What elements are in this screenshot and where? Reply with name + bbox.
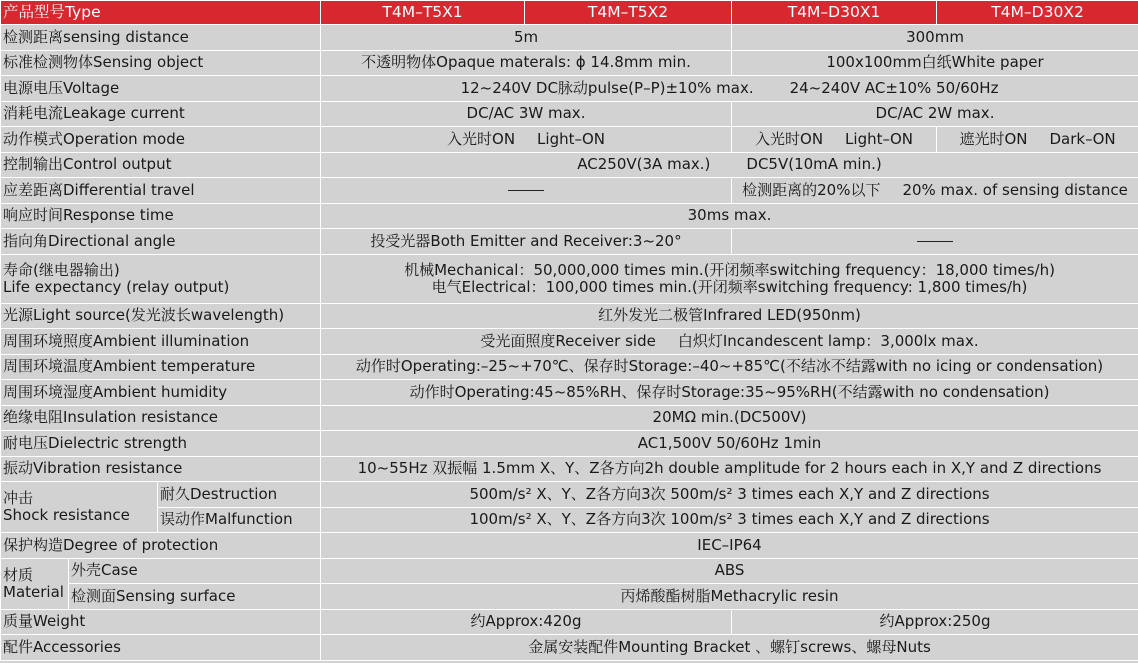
mode-d1-en: Light–ON — [845, 129, 914, 148]
row-label: 保护构造Degree of protection — [1, 533, 321, 559]
row-directional-angle — [1, 229, 1138, 255]
model-t5x1: T4M–T5X1 — [321, 1, 525, 25]
model-d30x2: T4M–D30X2 — [937, 1, 1138, 25]
row-leakage-current — [1, 101, 1138, 127]
row-voltage — [1, 76, 1138, 102]
value-t5: 投受光器Both Emitter and Receiver:3~20° — [321, 229, 732, 255]
value-all — [321, 254, 1138, 303]
row-label: 配件Accessories — [1, 635, 321, 661]
value-d30: 100x100mm白纸White paper — [732, 50, 1138, 76]
mode-d2-en: Dark–ON — [1049, 129, 1116, 148]
row-label: 控制输出Control output — [1, 152, 321, 178]
row-sensing-object — [1, 50, 1138, 76]
value-t5: 约Approx:420g — [321, 609, 732, 635]
value-all: 红外发光二极管Infrared LED(950nm) — [321, 303, 1138, 329]
row-insulation-resistance — [1, 405, 1138, 431]
value-d30x2 — [937, 127, 1138, 153]
row-ambient-temperature — [1, 354, 1138, 380]
row-label: 电源电压Voltage — [1, 76, 321, 102]
value-t5: 不透明物体Opaque materals: ϕ 14.8mm min. — [321, 50, 732, 76]
row-differential-travel — [1, 178, 1138, 204]
value-all: 金属安装配件Mounting Bracket 、螺钉screws、螺母Nuts — [321, 635, 1138, 661]
value-d30: 约Approx:250g — [732, 609, 1138, 635]
material-label-en: Material — [3, 582, 64, 601]
value-all — [321, 76, 1138, 102]
row-label: 周围环境湿度Ambient humidity — [1, 380, 321, 406]
value-d30: 300mm — [732, 25, 1138, 51]
value-all: IEC–IP64 — [321, 533, 1138, 559]
row-label: 周围环境照度Ambient illumination — [1, 329, 321, 355]
value-all: 20MΩ min.(DC500V) — [321, 405, 1138, 431]
value-t5: 5m — [321, 25, 732, 51]
material-label-cn: 材质 — [3, 565, 34, 584]
row-accessories — [1, 635, 1138, 661]
value-all: 10~55Hz 双振幅 1.5mm X、Y、Z各方向2h double amplitude for 2 hours each in X,Y and Z directions — [321, 456, 1138, 482]
value-all — [321, 152, 1138, 178]
value-all: AC1,500V 50/60Hz 1min — [321, 431, 1138, 457]
mode-d1-cn: 入光时ON — [755, 129, 824, 148]
value-t5: DC/AC 3W max. — [321, 101, 732, 127]
value-d30 — [732, 229, 1138, 255]
row-shock-destruction — [1, 482, 1138, 508]
illum-lamp: 白炽灯Incandescent lamp：3,000lx max. — [677, 331, 979, 350]
life-label-cn: 寿命(继电器输出) — [3, 260, 120, 279]
row-material-case — [1, 558, 1138, 584]
sub-label: 耐久Destruction — [158, 482, 321, 508]
row-label: 应差距离Differential travel — [1, 178, 321, 204]
voltage-ac: 24~240V AC±10% 50/60Hz — [789, 78, 999, 97]
row-light-source — [1, 303, 1138, 329]
value-all: 500m/s² X、Y、Z各方向3次 500m/s² 3 times each X,Y and Z directions — [321, 482, 1138, 508]
mode-d2-cn: 遮光时ON — [959, 129, 1028, 148]
value-all: 动作时Operating:45~85%RH、保存时Storage:35~95%RH(不结露with no condensation) — [321, 380, 1138, 406]
shock-label-cn: 冲击 — [3, 489, 34, 507]
value-all: 30ms max. — [321, 203, 1138, 229]
row-label: 响应时间Response time — [1, 203, 321, 229]
not-applicable-dash — [508, 190, 544, 191]
life-label-en: Life expectancy (relay output) — [3, 277, 230, 296]
row-vibration-resistance — [1, 456, 1138, 482]
row-weight — [1, 609, 1138, 635]
row-shock-malfunction — [1, 507, 1138, 533]
row-label — [1, 254, 321, 303]
row-degree-of-protection — [1, 533, 1138, 559]
output-dc: DC5V(10mA min.) — [746, 155, 882, 174]
life-mechanical: 机械Mechanical：50,000,000 times min.(开闭频率switching frequency：18,000 times/h) — [404, 260, 1055, 279]
row-material-surface — [1, 584, 1138, 610]
row-ambient-illumination — [1, 329, 1138, 355]
mode-t5-en: Light–ON — [537, 129, 606, 148]
header-row — [1, 1, 1138, 25]
row-label: 耐电压Dielectric strength — [1, 431, 321, 457]
sub-label: 检测面Sensing surface — [69, 584, 321, 610]
sub-label: 误动作Malfunction — [158, 507, 321, 533]
row-ambient-humidity — [1, 380, 1138, 406]
row-label: 检测距离sensing distance — [1, 25, 321, 51]
mode-t5-cn: 入光时ON — [447, 129, 516, 148]
row-label: 动作模式Operation mode — [1, 127, 321, 153]
row-label: 质量Weight — [1, 609, 321, 635]
value-t5 — [321, 178, 732, 204]
row-life-expectancy — [1, 254, 1138, 303]
row-operation-mode — [1, 127, 1138, 153]
row-label: 周围环境温度Ambient temperature — [1, 354, 321, 380]
value-all: 丙烯酸酯树脂Methacrylic resin — [321, 584, 1138, 610]
row-response-time — [1, 203, 1138, 229]
output-ac: AC250V(3A max.) — [577, 155, 711, 174]
row-sensing-distance — [1, 25, 1138, 51]
row-label: 标准检测物体Sensing object — [1, 50, 321, 76]
sub-label: 外壳Case — [69, 558, 321, 584]
life-electrical: 电气Electrical：100,000 times min.(开闭频率switching frequency: 1,800 times/h) — [431, 277, 1028, 296]
travel-en: 20% max. of sensing distance — [902, 180, 1128, 199]
value-all: 100m/s² X、Y、Z各方向3次 100m/s² 3 times each X,Y and Z directions — [321, 507, 1138, 533]
row-label: 振动Vibration resistance — [1, 456, 321, 482]
row-label: 指向角Directional angle — [1, 229, 321, 255]
value-d30 — [732, 178, 1138, 204]
row-label: 光源Light source(发光波长wavelength) — [1, 303, 321, 329]
value-all — [321, 329, 1138, 355]
type-header: 产品型号Type — [1, 1, 321, 25]
value-d30: DC/AC 2W max. — [732, 101, 1138, 127]
value-t5 — [321, 127, 732, 153]
voltage-dc: 12~240V DC脉动pulse(P–P)±10% max. — [460, 78, 754, 97]
value-all: ABS — [321, 558, 1138, 584]
model-d30x1: T4M–D30X1 — [732, 1, 937, 25]
model-t5x2: T4M–T5X2 — [525, 1, 732, 25]
illum-receiver: 受光面照度Receiver side — [480, 331, 656, 350]
value-d30x1 — [732, 127, 937, 153]
travel-cn: 检测距离的20%以下 — [742, 180, 881, 199]
row-label — [1, 482, 158, 533]
shock-label-en: Shock resistance — [3, 506, 130, 524]
row-label — [1, 558, 69, 609]
not-applicable-dash — [917, 241, 953, 242]
row-control-output — [1, 152, 1138, 178]
value-all: 动作时Operating:–25~+70℃、保存时Storage:–40~+85℃(不结冰不结露with no icing or condensation) — [321, 354, 1138, 380]
row-label: 消耗电流Leakage current — [1, 101, 321, 127]
row-label: 绝缘电阻Insulation resistance — [1, 405, 321, 431]
row-dielectric-strength — [1, 431, 1138, 457]
